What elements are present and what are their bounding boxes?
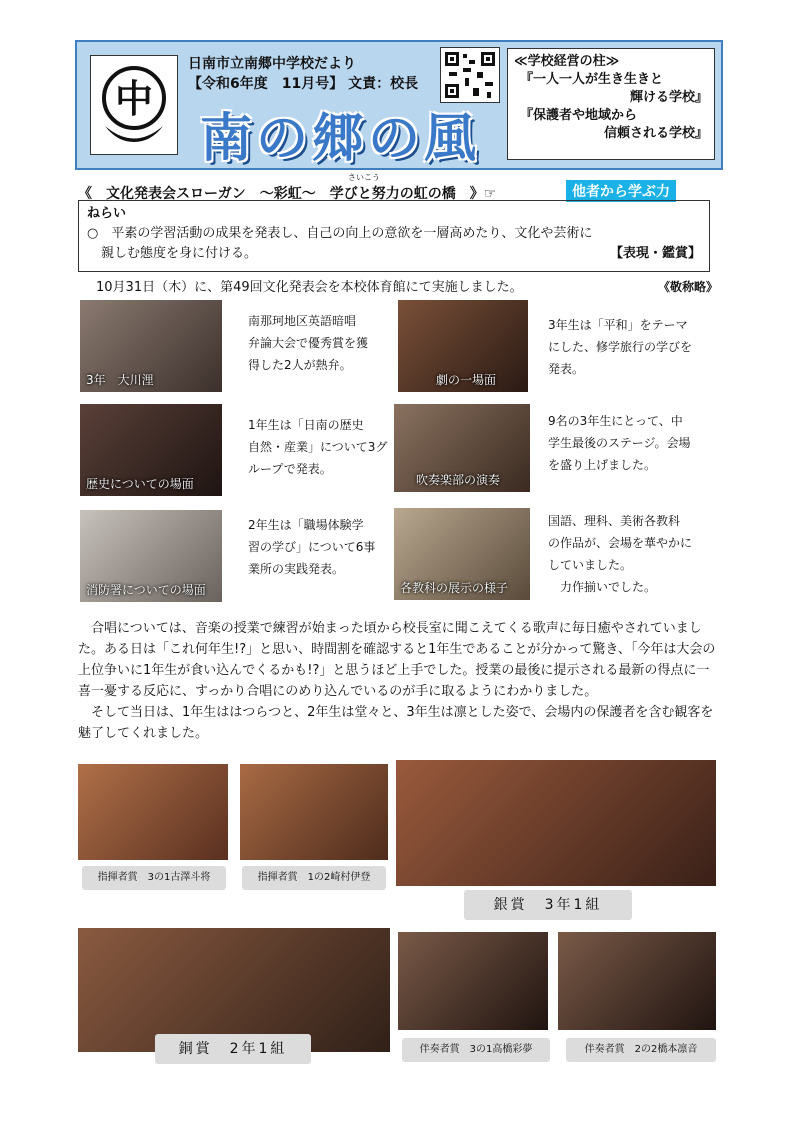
photo-text-speech	[248, 310, 368, 376]
text-line: 自然・産業」について3グ	[248, 440, 388, 454]
photo-caption: 歴史についての場面	[86, 477, 194, 491]
aim-box	[78, 200, 710, 272]
policy-line-3: 『保護者や地域から	[520, 108, 638, 123]
aim-line-1: ○ 平素の学習活動の成果を発表し、自己の向上の意欲を一層高めたり、文化や芸術に	[87, 226, 593, 241]
photo-silver-class	[396, 760, 716, 886]
award-accompanist-1: 伴奏者賞 3の1高橋彩夢	[402, 1038, 550, 1062]
slogan-tag: 他者から学ぶ力	[566, 180, 676, 202]
text-line: 学生最後のステージ。会場	[548, 436, 691, 450]
photo-text-fire-station	[248, 514, 375, 580]
honorific-note: 《敬称略》	[658, 280, 719, 294]
award-conductor-2: 指揮者賞 1の2崎村伊登	[242, 866, 386, 890]
photo-caption: 3年 大川浬	[86, 373, 154, 387]
policy-line-2: 輝ける学校』	[629, 90, 708, 105]
slogan-ruby: さいこう	[348, 173, 380, 182]
text-line: 弁論大会で優秀賞を獲	[248, 336, 369, 350]
award-conductor-1: 指揮者賞 3の1古澤斗将	[82, 866, 226, 890]
photo-fire-station	[80, 510, 222, 602]
text-line: 2年生は「職場体験学	[248, 518, 364, 532]
text-line: ループで発表。	[248, 462, 332, 476]
photo-band	[394, 404, 530, 492]
award-silver: 銀賞 3年1組	[464, 890, 632, 920]
slogan-text: 《 文化発表会スローガン ～彩虹～ 学びと努力の虹の橋 》☞	[78, 186, 497, 202]
school-policy-box	[507, 48, 715, 160]
award-bronze: 銅賞 2年1組	[155, 1034, 311, 1064]
photo-caption: 劇の一場面	[436, 373, 497, 387]
text-line: 力作揃いでした。	[560, 580, 657, 594]
aim-category: 【表現・鑑賞】	[609, 246, 701, 261]
photo-caption: 各教科の展示の様子	[400, 581, 509, 595]
photo-accompanist-1	[398, 932, 548, 1030]
intro-text: 10月31日（木）に、第49回文化発表会を本校体育館にて実施しました。	[96, 280, 523, 295]
text-line: 業所の実践発表。	[248, 562, 345, 576]
text-line: 1年生は「日南の歴史	[248, 418, 364, 432]
school-logo	[90, 55, 178, 155]
policy-line-1: 『一人一人が生き生きと	[520, 72, 664, 87]
photo-text-history	[248, 414, 387, 480]
photo-exhibits	[394, 508, 530, 600]
photo-caption: 吹奏楽部の演奏	[416, 473, 501, 487]
policy-line-4: 信頼される学校』	[603, 126, 708, 141]
photo-conductor-1	[78, 764, 228, 860]
photo-text-exhibits	[548, 510, 692, 598]
photo-history	[80, 404, 222, 496]
photo-caption: 消防署についての場面	[86, 583, 206, 597]
photo-text-drama	[548, 314, 692, 380]
photo-drama	[398, 300, 528, 392]
text-line: 国語、理科、美術各教科	[548, 514, 681, 528]
text-line: 得した2人が熱弁。	[248, 358, 352, 372]
policy-heading: ≪学校経営の柱≫	[514, 54, 620, 69]
photo-accompanist-2	[558, 932, 716, 1030]
aim-heading: ねらい	[87, 206, 127, 221]
aim-line-2: 親しむ態度を身に付ける。	[101, 246, 258, 261]
paragraph: そして当日は、1年生ははつらつと、2年生は堂々と、3年生は凛とした姿で、会場内の保護者を含む観客を魅了してくれました。	[78, 705, 714, 741]
text-line: していました。	[548, 558, 633, 572]
paragraph: 合唱については、音楽の授業で練習が始まった頃から校長室に聞こえてくる歌声に毎日癒やされていました。ある日は「これ何年生!?」と思い、時間割を確認すると1年生であることが分かって驚き、「今年は大会の上位争いに1年生が食い込んでくるかも!?」と思うほど上手でした。授業の最後に提示される最新の得点に一喜一憂する反応に、すっかり合唱にのめり込んでいるのが手に取るようにわかりました。	[78, 621, 716, 699]
issue-line: 【令和6年度 11月号】 文責：校長	[188, 76, 419, 92]
photo-conductor-2	[240, 764, 388, 860]
newsletter-title: 南の郷の風	[200, 109, 481, 169]
photo-speech	[80, 300, 222, 392]
text-line: 発表。	[548, 362, 585, 376]
text-line: 9名の3年生にとって、中	[548, 414, 683, 428]
school-name: 日南市立南郷中学校だより	[188, 56, 356, 72]
photo-text-band	[548, 410, 691, 476]
text-line: 習の学び」について6事	[248, 540, 376, 554]
text-line: にした、修学旅行の学びを	[548, 340, 693, 354]
text-line: 南那珂地区英語暗唱	[248, 314, 357, 328]
text-line: の作品が、会場を華やかに	[548, 536, 693, 550]
chorus-article	[78, 618, 718, 744]
logo-text: 中	[114, 77, 154, 121]
qr-code-icon[interactable]	[440, 47, 500, 103]
award-accompanist-2: 伴奏者賞 2の2橋本凛音	[566, 1038, 716, 1062]
text-line: を盛り上げました。	[548, 458, 657, 472]
text-line: 3年生は「平和」をテーマ	[548, 318, 688, 332]
